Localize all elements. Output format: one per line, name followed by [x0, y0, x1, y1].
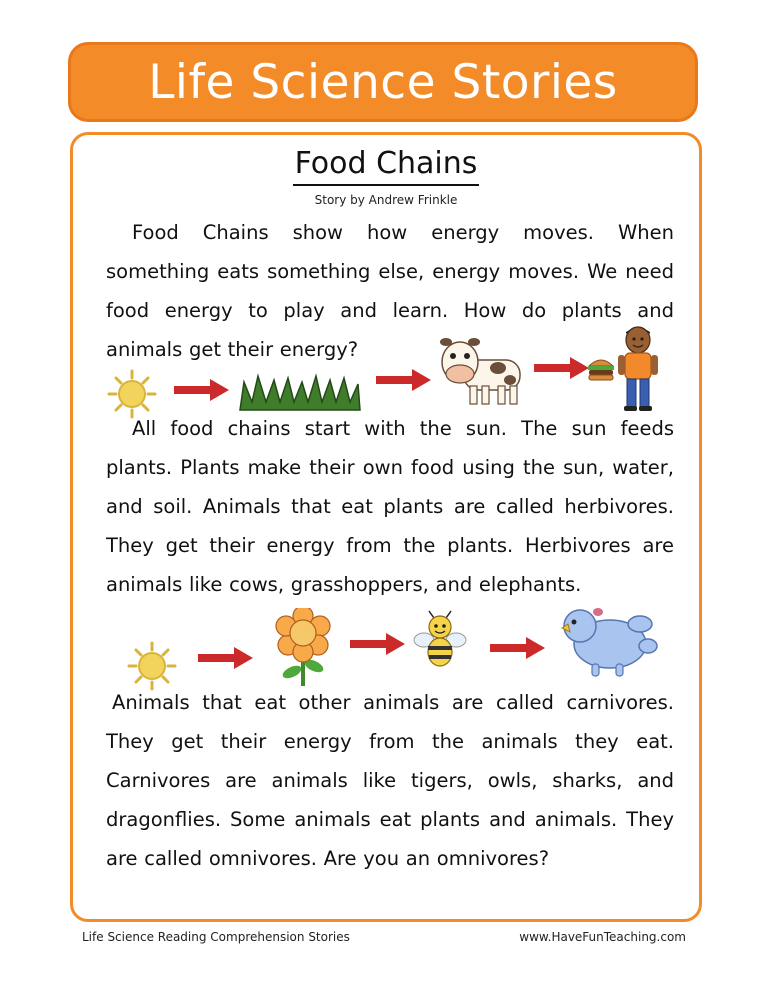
cow-icon: [436, 334, 526, 410]
footer-series-name: Life Science Reading Comprehension Stories: [82, 930, 350, 944]
paragraph-1: Food Chains show how energy moves. When something eats something else, energy moves. We need food energy to play and learn. How do plants and animals get their energy?: [106, 221, 674, 361]
grass-icon: [238, 372, 362, 412]
footer-website: www.HaveFunTeaching.com: [519, 930, 686, 944]
arrow-icon: [490, 636, 546, 660]
paragraph-3: Animals that eat other animals are called carnivores. They get their energy from the animals they eat. Carnivores are animals like tigers, owls, sharks, and dragonflies. Some animals eat plants and animals. They are called omnivores. Are you an omnivores?: [106, 691, 674, 870]
bee-icon: [412, 610, 468, 670]
arrow-icon: [174, 378, 230, 402]
story-title: Food Chains: [293, 144, 480, 186]
boy-icon: [614, 324, 662, 412]
hamburger-icon: [586, 354, 616, 382]
story-title-wrap: [0, 144, 772, 186]
header-banner: [68, 42, 698, 122]
story-byline: Story by Andrew Frinkle: [314, 193, 458, 207]
sun-icon: [106, 368, 158, 420]
flower-icon: [270, 608, 336, 688]
arrow-icon: [376, 368, 432, 392]
page-title: Life Science Stories: [148, 54, 618, 110]
arrow-icon: [198, 646, 254, 670]
paragraph-2: All food chains start with the sun. The sun feeds plants. Plants make their own food using the sun, water, and soil. Animals that eat plants are called herbivores. They get their energy from the plants. Herbivores are animals like cows, grasshoppers, and elephants.: [106, 417, 674, 596]
arrow-icon: [350, 632, 406, 656]
arrow-icon: [534, 356, 590, 380]
sun-icon: [126, 640, 178, 692]
bird-icon: [558, 604, 658, 680]
